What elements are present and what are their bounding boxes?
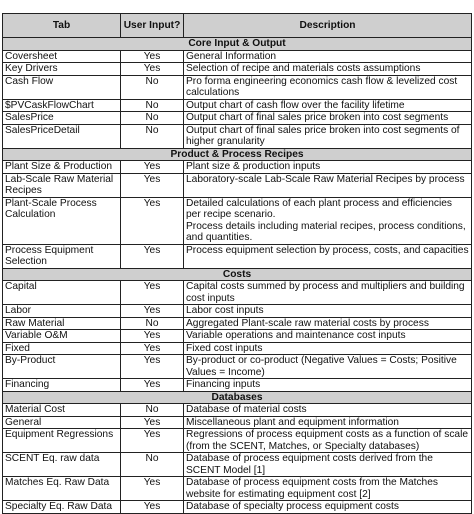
description-cell: Fixed cost inputs: [184, 342, 472, 355]
user-input-cell: Yes: [121, 244, 184, 268]
tab-cell: Variable O&M: [3, 330, 121, 343]
tab-cell: Labor: [3, 305, 121, 318]
description-cell: Laboratory-scale Lab-Scale Raw Material Recipes by process: [184, 173, 472, 197]
description-cell: Process equipment selection by process, costs, and capacities: [184, 244, 472, 268]
user-input-cell: No: [121, 124, 184, 148]
tab-cell: Key Drivers: [3, 63, 121, 76]
table-row: [3, 342, 472, 355]
tab-cell: Financing: [3, 379, 121, 392]
description-cell: Plant size & production inputs: [184, 161, 472, 174]
tab-cell: Lab-Scale Raw Material Recipes: [3, 173, 121, 197]
table-row: [3, 281, 472, 305]
description-cell: Regressions of process equipment costs as a function of scale (from the SCENT, Matches, or Specialty databases): [184, 429, 472, 453]
table-row: [3, 404, 472, 417]
user-input-cell: Yes: [121, 50, 184, 63]
header-tab: Tab: [3, 14, 121, 38]
table-row: [3, 50, 472, 63]
user-input-cell: Yes: [121, 173, 184, 197]
description-cell: Output chart of cash flow over the facility lifetime: [184, 99, 472, 112]
user-input-cell: No: [121, 317, 184, 330]
description-cell: Output chart of final sales price broken into cost segments of higher granularity: [184, 124, 472, 148]
description-cell: Pro forma engineering economics cash flow & levelized cost calculations: [184, 75, 472, 99]
table-row: [3, 330, 472, 343]
description-cell: Variable operations and maintenance cost inputs: [184, 330, 472, 343]
table-row: [3, 244, 472, 268]
user-input-cell: No: [121, 99, 184, 112]
table-row: [3, 429, 472, 453]
tab-cell: Specialty Eq. Raw Data: [3, 501, 121, 514]
description-cell: Database of process equipment costs from the Matches website for estimating equipment cost [2]: [184, 477, 472, 501]
table-body: [3, 38, 472, 514]
table-row: [3, 75, 472, 99]
description-cell: Miscellaneous plant and equipment information: [184, 416, 472, 429]
tab-cell: Cash Flow: [3, 75, 121, 99]
table-row: [3, 161, 472, 174]
description-cell: Database of specialty process equipment costs: [184, 501, 472, 514]
description-cell: Aggregated Plant-scale raw material costs by process: [184, 317, 472, 330]
user-input-cell: Yes: [121, 161, 184, 174]
user-input-cell: No: [121, 112, 184, 125]
table-row: [3, 63, 472, 76]
user-input-cell: Yes: [121, 429, 184, 453]
description-cell: Labor cost inputs: [184, 305, 472, 318]
user-input-cell: Yes: [121, 416, 184, 429]
section-title: Product & Process Recipes: [3, 148, 472, 161]
tab-cell: Material Cost: [3, 404, 121, 417]
section-title: Databases: [3, 391, 472, 404]
header-user-input: User Input?: [121, 14, 184, 38]
user-input-cell: No: [121, 453, 184, 477]
table-row: [3, 477, 472, 501]
tab-cell: General: [3, 416, 121, 429]
table-row: [3, 501, 472, 514]
user-input-cell: Yes: [121, 330, 184, 343]
description-cell: Detailed calculations of each plant process and efficiencies per recipe scenario. Process details including material recipes, process conditions, and quantities.: [184, 197, 472, 244]
user-input-cell: Yes: [121, 501, 184, 514]
description-cell: Database of process equipment costs derived from the SCENT Model [1]: [184, 453, 472, 477]
section-title: Core Input & Output: [3, 38, 472, 51]
user-input-cell: Yes: [121, 379, 184, 392]
user-input-cell: Yes: [121, 305, 184, 318]
tab-cell: Equipment Regressions: [3, 429, 121, 453]
tabs-table: [2, 13, 472, 514]
description-cell: By-product or co-product (Negative Values = Costs; Positive Values = Income): [184, 355, 472, 379]
description-cell: Capital costs summed by process and multipliers and building cost inputs: [184, 281, 472, 305]
description-cell: Financing inputs: [184, 379, 472, 392]
section-header-row: [3, 148, 472, 161]
header-row: [3, 14, 472, 38]
table-row: [3, 124, 472, 148]
table-row: [3, 379, 472, 392]
table-row: [3, 355, 472, 379]
table-row: [3, 197, 472, 244]
tab-cell: Capital: [3, 281, 121, 305]
tab-cell: Coversheet: [3, 50, 121, 63]
user-input-cell: Yes: [121, 63, 184, 76]
tab-cell: Plant-Scale Process Calculation: [3, 197, 121, 244]
table-row: [3, 453, 472, 477]
tab-cell: SalesPrice: [3, 112, 121, 125]
section-header-row: [3, 268, 472, 281]
tab-cell: SalesPriceDetail: [3, 124, 121, 148]
table-row: [3, 317, 472, 330]
user-input-cell: No: [121, 404, 184, 417]
tab-cell: Raw Material: [3, 317, 121, 330]
table-row: [3, 305, 472, 318]
tab-cell: SCENT Eq. raw data: [3, 453, 121, 477]
user-input-cell: Yes: [121, 281, 184, 305]
tab-cell: $PVCaskFlowChart: [3, 99, 121, 112]
user-input-cell: Yes: [121, 197, 184, 244]
section-title: Costs: [3, 268, 472, 281]
tab-cell: Fixed: [3, 342, 121, 355]
tab-cell: Matches Eq. Raw Data: [3, 477, 121, 501]
tab-cell: By-Product: [3, 355, 121, 379]
header-description: Description: [184, 14, 472, 38]
tab-cell: Plant Size & Production: [3, 161, 121, 174]
table-row: [3, 173, 472, 197]
table-row: [3, 416, 472, 429]
description-cell: Selection of recipe and materials costs assumptions: [184, 63, 472, 76]
description-cell: Database of material costs: [184, 404, 472, 417]
section-header-row: [3, 391, 472, 404]
section-header-row: [3, 38, 472, 51]
user-input-cell: Yes: [121, 477, 184, 501]
description-cell: General Information: [184, 50, 472, 63]
table-row: [3, 99, 472, 112]
description-cell: Output chart of final sales price broken into cost segments: [184, 112, 472, 125]
user-input-cell: Yes: [121, 342, 184, 355]
tab-cell: Process Equipment Selection: [3, 244, 121, 268]
user-input-cell: No: [121, 75, 184, 99]
user-input-cell: Yes: [121, 355, 184, 379]
table-row: [3, 112, 472, 125]
